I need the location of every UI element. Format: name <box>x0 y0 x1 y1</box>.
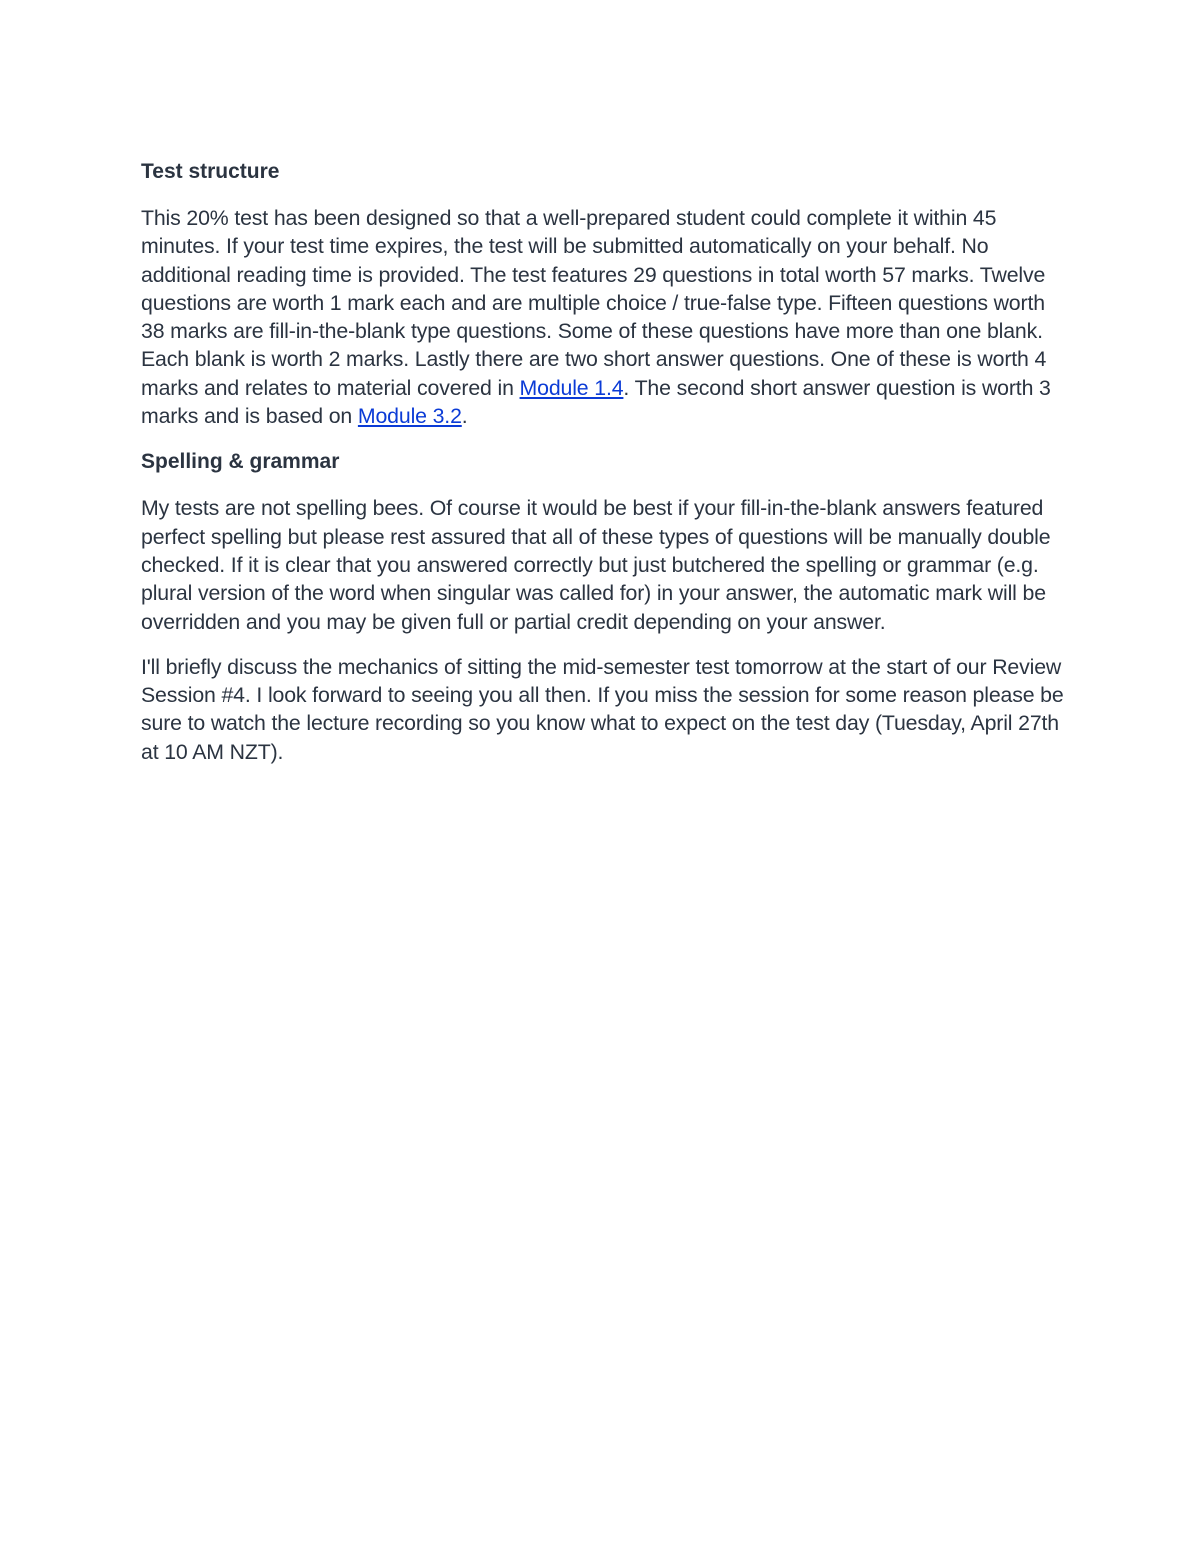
heading-spelling-grammar: Spelling & grammar <box>141 450 340 474</box>
module-3-2-link[interactable]: Module 3.2 <box>357 404 462 429</box>
paragraph-test-structure <box>141 204 1071 430</box>
paragraph-spelling: My tests are not spelling bees. Of course it would be best if your fill-in-the-blank answers featured perfect spelling but please rest assured that all of these types of questions will be manually double checked. If it is clear that you answered correctly but just butchered the spelling or grammar (e.g. plural version of the word when singular was called for) in your answer, the automatic mark will be overridden and you may be given full or partial credit depending on your answer. <box>141 496 1051 634</box>
section-spelling-grammar <box>141 447 1071 766</box>
paragraph-text-part-1: This 20% test has been designed so that a well-prepared student could complete it within 45 minutes. If your test time expires, the test will be submitted automatically on your behalf. No additional reading time is provided. The test features 29 questions in total worth 57 marks. Twelve questions are worth 1 mark each and are multiple choice / true-false type. Fifteen questions worth 38 marks are fill-in-the-blank type questions. Some of these questions have more than one blank. Each blank is worth 2 marks. Lastly there are two short answer questions. One of these is worth 4 marks and relates to material covered in <box>141 206 1047 400</box>
section-test-structure <box>141 157 1071 430</box>
paragraph-review-session: I'll briefly discuss the mechanics of sitting the mid-semester test tomorrow at the start of our Review Session #4. I look forward to seeing you all then. If you miss the session for some reason please be sure to watch the lecture recording so you know what to expect on the test day (Tuesday, April 27th at 10 AM NZT). <box>141 654 1064 764</box>
module-1-4-link[interactable]: Module 1.4 <box>519 375 624 400</box>
paragraph-text-part-2: . The second short answer question is worth 3 marks and is based on <box>141 375 1051 429</box>
document-page <box>141 157 1071 783</box>
heading-test-structure: Test structure <box>141 160 280 183</box>
paragraph-text-part-3: . <box>461 404 468 429</box>
